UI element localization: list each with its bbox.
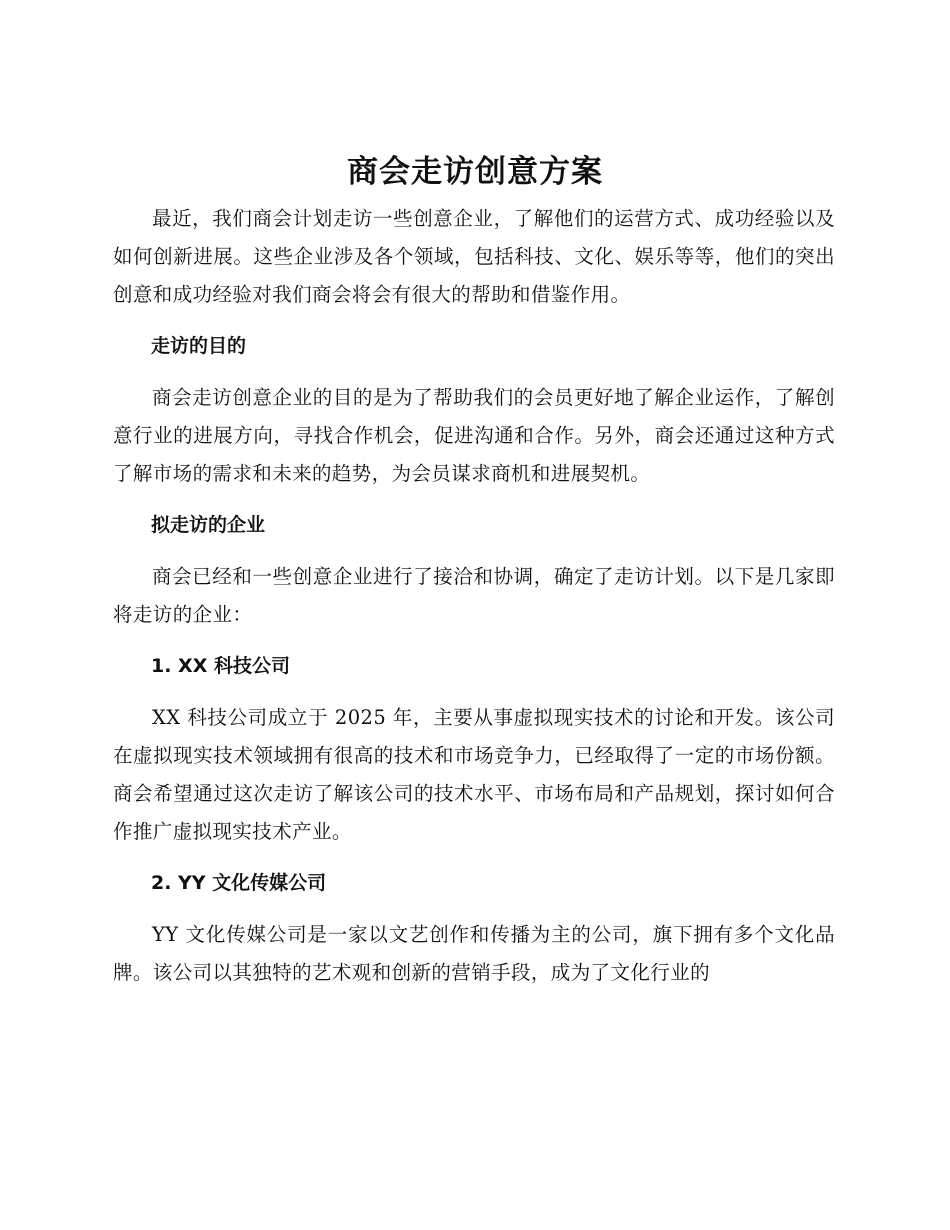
company-heading-xx: 1. XX 科技公司 bbox=[151, 655, 290, 677]
section-heading-companies: 拟走访的企业 bbox=[151, 514, 266, 536]
company-paragraph-xx: XX 科技公司成立于 2025 年，主要从事虚拟现实技术的讨论和开发。该公司在虚拟现实技术领域拥有很高的技术和市场竞争力，已经取得了一定的市场份额。商会希望通过这次走访了解该公司的技术水平、市场布局和产品规划，探讨如何合作推广虚拟现实技术产业。 bbox=[113, 706, 835, 843]
document-title: 商会走访创意方案 bbox=[347, 154, 603, 190]
purpose-paragraph: 商会走访创意企业的目的是为了帮助我们的会员更好地了解企业运作，了解创意行业的进展方向，寻找合作机会，促进沟通和合作。另外，商会还通过这种方式了解市场的需求和未来的趋势，为会员谋求商机和进展契机。 bbox=[113, 386, 835, 485]
company-heading-yy: 2. YY 文化传媒公司 bbox=[151, 872, 327, 894]
companies-paragraph: 商会已经和一些创意企业进行了接洽和协调，确定了走访计划。以下是几家即将走访的企业： bbox=[113, 565, 835, 626]
document-body bbox=[113, 200, 835, 1005]
company-paragraph-yy: YY 文化传媒公司是一家以文艺创作和传播为主的公司，旗下拥有多个文化品牌。该公司以其独特的艺术观和创新的营销手段，成为了文化行业的 bbox=[113, 923, 835, 984]
section-heading-purpose: 走访的目的 bbox=[151, 335, 247, 357]
intro-paragraph: 最近，我们商会计划走访一些创意企业，了解他们的运营方式、成功经验以及如何创新进展。这些企业涉及各个领域，包括科技、文化、娱乐等等，他们的突出创意和成功经验对我们商会将会有很大的帮助和借鉴作用。 bbox=[113, 207, 835, 306]
